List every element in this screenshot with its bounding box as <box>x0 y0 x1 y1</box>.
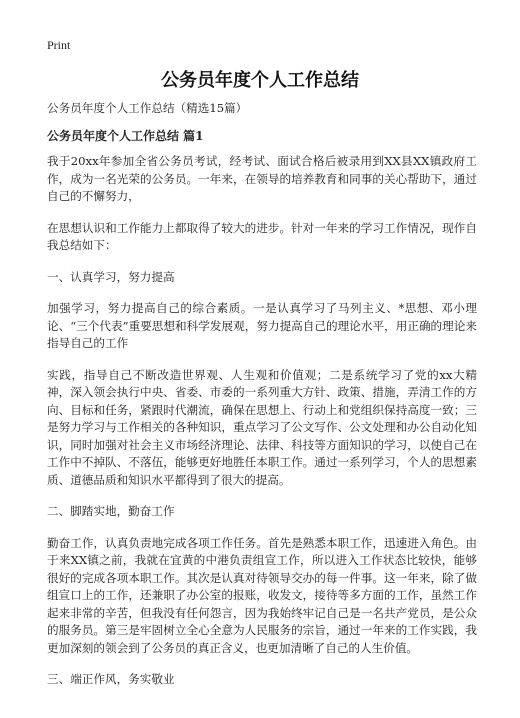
heading-learning: 一、认真学习，努力提高 <box>47 269 175 284</box>
heading-style: 三、端正作风，务实敬业 <box>47 672 175 686</box>
document-body <box>47 100 477 703</box>
paragraph-work: 勤奋工作，认真负责地完成各项工作任务。首先是熟悉本职工作，迅速进入角色。由于来XX镇之前，我就在宜黄的中港负责组宣工作，所以进入工作状态比较快，能够很好的完成各项本职工作。其次是认真对待领导交办的每一件事。这一年来，除了做组宣口上的工作，还兼职了办公室的报账，收发文，接待等多方面的工作，虽然工作起来非常的辛苦，但我没有任何怨言，因为我始终牢记自己是一名共产党员，是公众的服务员。第三是牢固树立全心全意为人民服务的宗旨，通过一年来的工作实践，我更加深刻的领会到了公务员的真正含义，也更加清晰了自己的人生价值。 <box>47 535 477 655</box>
paragraph-summary: 在思想认识和工作能力上都取得了较大的进步。针对一年来的学习工作情况，现作自我总结如下： <box>47 220 477 252</box>
paragraph-intro: 我于20xx年参加全省公务员考试，经考试、面试合格后被录用到XX县XX镇政府工作，成为一名光荣的公务员。一年来，在领导的培养教育和同事的关心帮助下，通过自己的不懈努力， <box>47 154 477 203</box>
page-title: 公务员年度个人工作总结 <box>161 70 359 91</box>
paragraph-learning-2: 实践，指导自己不断改造世界观、人生观和价值观；二是系统学习了党的xx大精神，深入领会执行中央、省委、市委的一系列重大方针、政策、措施，弄清工作的方向、目标和任务，紧跟时代潮流，确保在思想上、行动上和党组织保持高度一致；三是努力学习与工作相关的各种知识，重点学习了公文写作、公文处理和办公自动化知识，同时加强对社会主义市场经济理论、法律、科技等方面知识的学习，以使自己在工作中不掉队、不落伍，能够更好地胜任本职工作。通过一系列学习，个人的思想素质、道德品质和知识水平都得到了很大的提高。 <box>47 367 477 487</box>
section-heading: 公务员年度个人工作总结 篇1 <box>47 128 204 143</box>
document-subtitle: 公务员年度个人工作总结（精选15篇） <box>47 101 248 115</box>
print-link[interactable]: Print <box>47 38 71 52</box>
heading-work: 二、脚踏实地，勤奋工作 <box>47 504 175 518</box>
paragraph-learning-1: 加强学习，努力提高自己的综合素质。一是认真学习了马列主义、*思想、邓小理论、“三个代表”重要思想和科学发展观，努力提高自己的理论水平，用正确的理论来指导自己的工作 <box>47 301 477 350</box>
